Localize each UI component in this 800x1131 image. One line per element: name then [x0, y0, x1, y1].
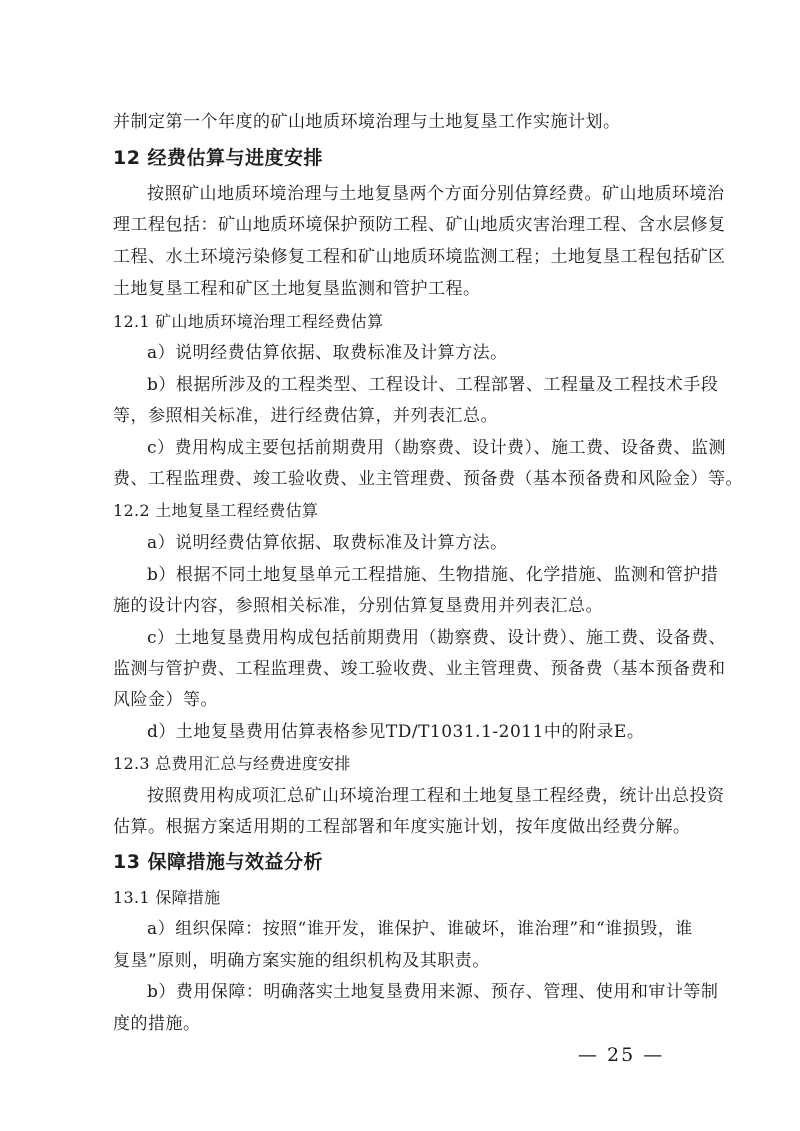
- subsection-heading-13-1: 13.1 保障措施: [113, 888, 221, 907]
- list-item: c）费用构成主要包括前期费用（勘察费、设计费）、施工费、设备费、监测: [147, 438, 727, 458]
- list-item: c）土地复垦费用构成包括前期费用（勘察费、设计费）、施工费、设备费、: [147, 628, 727, 648]
- list-item: b）根据不同土地复垦单元工程措施、生物措施、化学措施、监测和管护措: [147, 565, 719, 585]
- paragraph-line: 按照矿山地质环境治理与土地复垦两个方面分别估算经费。矿山地质环境治: [147, 184, 725, 204]
- paragraph-line: 土地复垦工程和矿区土地复垦监测和管护工程。: [113, 279, 481, 299]
- list-item: a）组织保障：按照“谁开发，谁保护、谁破坏，谁治理”和“谁损毁，谁: [147, 919, 693, 939]
- list-item: d）土地复垦费用估算表格参见TD/T1031.1-2011中的附录E。: [147, 722, 645, 742]
- subsection-heading-12-1: 12.1 矿山地质环境治理工程经费估算: [113, 312, 384, 331]
- list-item: b）根据所涉及的工程类型、工程设计、工程部署、工程量及工程技术手段: [147, 375, 719, 395]
- paragraph-line: 理工程包括：矿山地质环境保护预防工程、矿山地质灾害治理工程、含水层修复: [113, 215, 726, 235]
- paragraph-line: 监测与管护费、工程监理费、竣工验收费、业主管理费、预备费（基本预备费和: [113, 659, 726, 679]
- list-item: b）费用保障：明确落实土地复垦费用来源、预存、管理、使用和审计等制: [147, 982, 719, 1002]
- paragraph-line: 工程、水土环境污染修复工程和矿山地质环境监测工程；土地复垦工程包括矿区: [113, 247, 726, 267]
- paragraph-line: 费、工程监理费、竣工验收费、业主管理费、预备费（基本预备费和风险金）等。: [113, 469, 743, 489]
- paragraph-line: 施的设计内容，参照相关标准，分别估算复垦费用并列表汇总。: [113, 596, 603, 616]
- section-heading-13: 13 保障措施与效益分析: [113, 851, 324, 873]
- paragraph-line: 按照费用构成项汇总矿山环境治理工程和土地复垦工程经费，统计出总投资: [147, 786, 725, 806]
- list-item: a）说明经费估算依据、取费标准及计算方法。: [147, 343, 508, 363]
- paragraph-line: 并制定第一个年度的矿山地质环境治理与土地复垦工作实施计划。: [113, 112, 621, 132]
- subsection-heading-12-3: 12.3 总费用汇总与经费进度安排: [113, 754, 351, 773]
- section-heading-12: 12 经费估算与进度安排: [113, 147, 324, 169]
- paragraph-line: 估算。根据方案适用期的工程部署和年度实施计划，按年度做出经费分解。: [113, 817, 691, 837]
- subsection-heading-12-2: 12.2 土地复垦工程经费估算: [113, 501, 319, 520]
- paragraph-line: 复垦”原则，明确方案实施的组织机构及其职责。: [113, 951, 490, 971]
- paragraph-line: 风险金）等。: [113, 690, 218, 710]
- paragraph-line: 等，参照相关标准，进行经费估算，并列表汇总。: [113, 406, 498, 426]
- paragraph-line: 度的措施。: [113, 1014, 201, 1034]
- page-number: — 25 —: [578, 1044, 665, 1066]
- list-item: a）说明经费估算依据、取费标准及计算方法。: [147, 533, 508, 553]
